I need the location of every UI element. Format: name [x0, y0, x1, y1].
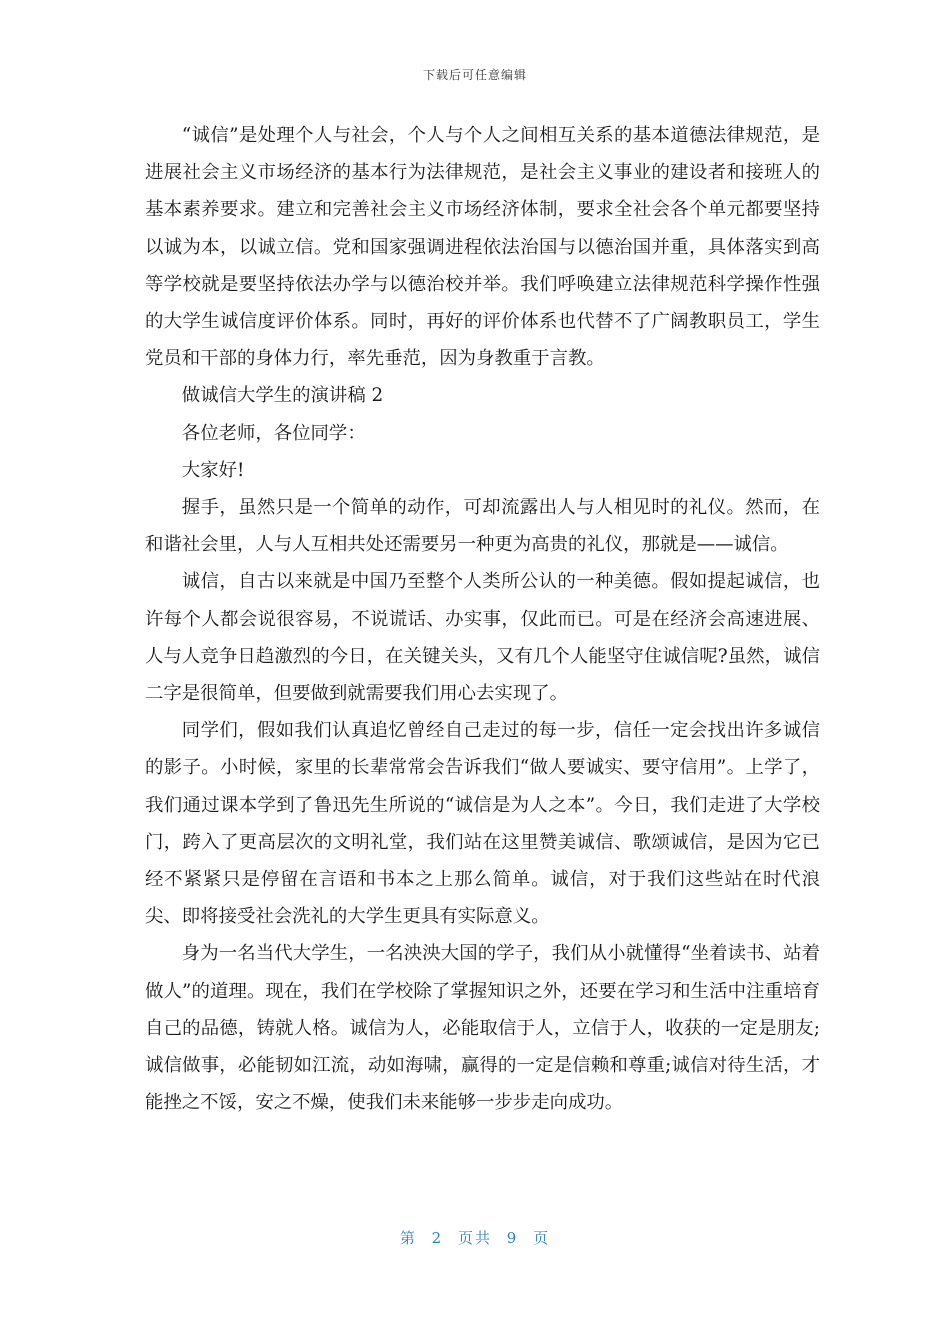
greeting: 大家好!: [181, 459, 245, 481]
paragraph-handshake: 握手，虽然只是一个简单的动作，可却流露出人与人相见时的礼仪。然而，在和谐社会里，人与人互相共处还需要另一种更为高贵的礼仪，那就是——诚信。: [145, 497, 820, 556]
document-body: [145, 117, 820, 1121]
page-number-footer: 第 2 页共 9 页: [399, 1229, 551, 1247]
paragraph-memories: 同学们，假如我们认真追忆曾经自己走过的每一步，信任一定会找出许多诚信的影子。小时候，家里的长辈常常会告诉我们“做人要诚实、要守信用”。上学了，我们通过课本学到了鲁迅先生所说的“诚信是为人之本”。今日，我们走进了大学校门，跨入了更高层次的文明礼堂，我们站在这里赞美诚信、歌颂诚信，是因为它已经不紧紧只是停留在言语和书本之上那么简单。诚信，对于我们这些站在时代浪尖、即将接受社会洗礼的大学生更具有实际意义。: [145, 720, 820, 928]
page-header: 下载后可任意编辑: [422, 68, 527, 82]
salutation: 各位老师，各位同学：: [181, 422, 366, 444]
paragraph-virtue: 诚信，自古以来就是中国乃至整个人类所公认的一种美德。假如提起诚信，也许每个人都会说很容易，不说谎话、办实事，仅此而已。可是在经济会高速进展、人与人竞争日趋激烈的今日，在关键关头，又有几个人能坚守住诚信呢?虽然，诚信二字是很简单，但要做到就需要我们用心去实现了。: [145, 571, 820, 705]
paragraph-1: “诚信”是处理个人与社会，个人与个人之间相互关系的基本道德法律规范，是进展社会主义市场经济的基本行为法律规范，是社会主义事业的建设者和接班人的基本素养要求。建立和完善社会主义市场经济体制，要求全社会各个单元都要坚持以诚为本，以诚立信。党和国家强调进程依法治国与以德治国并重，具体落实到高等学校就是要坚持依法办学与以德治校并举。我们呼唤建立法律规范科学操作性强的大学生诚信度评价体系。同时，再好的评价体系也代替不了广阔教职员工，学生党员和干部的身体力行，率先垂范，因为身教重于言教。: [145, 125, 820, 370]
paragraph-student: 身为一名当代大学生，一名泱泱大国的学子，我们从小就懂得“坐着读书、站着做人”的道理。现在，我们在学校除了掌握知识之外，还要在学习和生活中注重培育自己的品德，铸就人格。诚信为人，必能取信于人，立信于人，收获的一定是朋友;诚信做事，必能韧如江流，动如海啸，赢得的一定是信赖和尊重;诚信对待生活，才能挫之不馁，安之不燥，使我们未来能够一步步走向成功。: [145, 943, 820, 1114]
section-title: 做诚信大学生的演讲稿 2: [181, 385, 384, 407]
